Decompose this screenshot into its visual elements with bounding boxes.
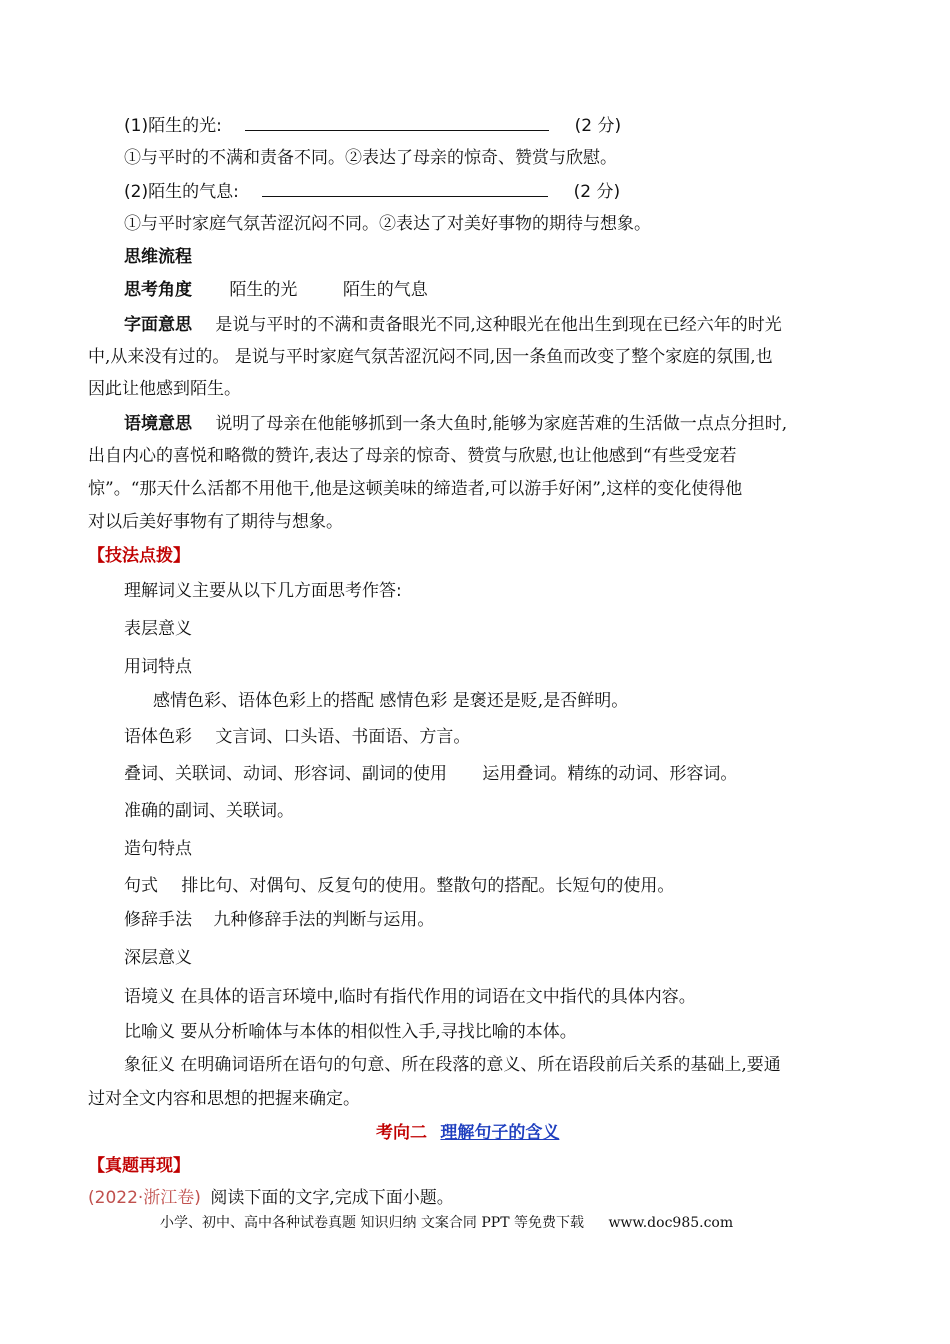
skills-words-line-c: 准确的副词、关联词。: [124, 801, 294, 821]
skills-sentence-features: 造句特点: [124, 839, 192, 859]
section-title: 理解句子的含义: [440, 1123, 560, 1143]
literal-row: [124, 314, 782, 336]
section-heading: [376, 1122, 559, 1144]
question-1-label: (1)陌生的光:: [124, 116, 222, 136]
answer-blank-1: [245, 114, 549, 131]
context-line-1: 说明了母亲在他能够抓到一条大鱼时,能够为家庭苦难的生活做一点点分担时,: [215, 414, 788, 434]
angle-item-2: 陌生的气息: [342, 280, 428, 300]
question-2-answer: ①与平时家庭气氛苦涩沉闷不同。②表达了对美好事物的期待与想象。: [124, 214, 651, 234]
question-1-answer: ①与平时的不满和责备不同。②表达了母亲的惊奇、赞赏与欣慰。: [124, 148, 617, 168]
footer-url[interactable]: www.doc985.com: [608, 1215, 734, 1231]
style-text: 文言词、口头语、书面语、方言。: [215, 727, 471, 747]
skills-intro: 理解词义主要从以下几方面思考作答:: [124, 581, 402, 601]
skills-surface: 表层意义: [124, 619, 192, 639]
skills-pattern-row: [124, 875, 674, 897]
context-line-3: 惊”。“那天什么活都不用他干,他是这顿美味的缔造者,可以游手好闲”,这样的变化使得他: [88, 479, 743, 499]
words-line-a: 叠词、关联词、动词、形容词、副词的使用: [124, 764, 447, 784]
context-label: 语境意思: [124, 414, 192, 434]
answer-blank-2: [262, 180, 548, 197]
skills-style-row: [124, 726, 470, 748]
context-line-4: 对以后美好事物有了期待与想象。: [88, 512, 343, 532]
skills-rhetoric-row: [124, 909, 434, 931]
angle-label: 思考角度: [124, 280, 192, 300]
real-row: [88, 1187, 454, 1209]
style-label: 语体色彩: [124, 727, 192, 747]
section-prefix: 考向二: [376, 1123, 427, 1143]
question-2-score: (2 分): [573, 182, 621, 202]
question-2-label: (2)陌生的气息:: [124, 182, 239, 202]
skills-metaphor-meaning: 比喻义 要从分析喻体与本体的相似性入手,寻找比喻的本体。: [124, 1022, 577, 1042]
angle-item-1: 陌生的光: [229, 280, 298, 300]
context-row: [124, 413, 787, 435]
rhetoric-label: 修辞手法: [124, 910, 192, 930]
literal-line-3: 因此让他感到陌生。: [88, 379, 241, 399]
skills-symbol-line-2: 过对全文内容和思想的把握来确定。: [88, 1089, 360, 1109]
page-footer: [160, 1213, 733, 1233]
literal-label: 字面意思: [124, 315, 192, 335]
real-text: 阅读下面的文字,完成下面小题。: [210, 1188, 454, 1208]
thinking-title: 思维流程: [124, 247, 192, 267]
skills-words-row: [124, 763, 737, 785]
pattern-text: 排比句、对偶句、反复句的使用。整散句的搭配。长短句的使用。: [181, 876, 675, 896]
skills-emotion-line: 感情色彩、语体色彩上的搭配 感情色彩 是褒还是贬,是否鲜明。: [153, 691, 629, 711]
pattern-label: 句式: [124, 876, 158, 896]
question-2-row: [124, 180, 620, 203]
skills-symbol-line-1: 象征义 在明确词语所在语句的句意、所在段落的意义、所在语段前后关系的基础上,要通: [124, 1055, 781, 1075]
rhetoric-text: 九种修辞手法的判断与运用。: [213, 910, 435, 930]
skills-heading: 【技法点拨】: [88, 546, 190, 566]
literal-line-1: 是说与平时的不满和责备眼光不同,这种眼光在他出生到现在已经六年的时光: [215, 315, 782, 335]
real-heading: 【真题再现】: [88, 1156, 190, 1176]
question-1-score: (2 分): [574, 116, 622, 136]
skills-word-features: 用词特点: [124, 657, 192, 677]
real-source: (2022·浙江卷): [88, 1188, 201, 1208]
footer-text: 小学、初中、高中各种试卷真题 知识归纳 文案合同 PPT 等免费下载: [160, 1215, 584, 1231]
literal-line-2: 中,从来没有过的。 是说与平时家庭气氛苦涩沉闷不同,因一条鱼而改变了整个家庭的氛围,也: [88, 347, 773, 367]
context-line-2: 出自内心的喜悦和略微的赞许,表达了母亲的惊奇、赞赏与欣慰,也让他感到“有些受宠若: [88, 446, 737, 466]
words-line-b: 运用叠词。精练的动词、形容词。: [482, 764, 738, 784]
question-1-row: [124, 114, 621, 137]
skills-context-meaning: 语境义 在具体的语言环境中,临时有指代作用的词语在文中指代的具体内容。: [124, 987, 696, 1007]
skills-deep: 深层意义: [124, 948, 192, 968]
thinking-angle-row: [124, 279, 428, 301]
